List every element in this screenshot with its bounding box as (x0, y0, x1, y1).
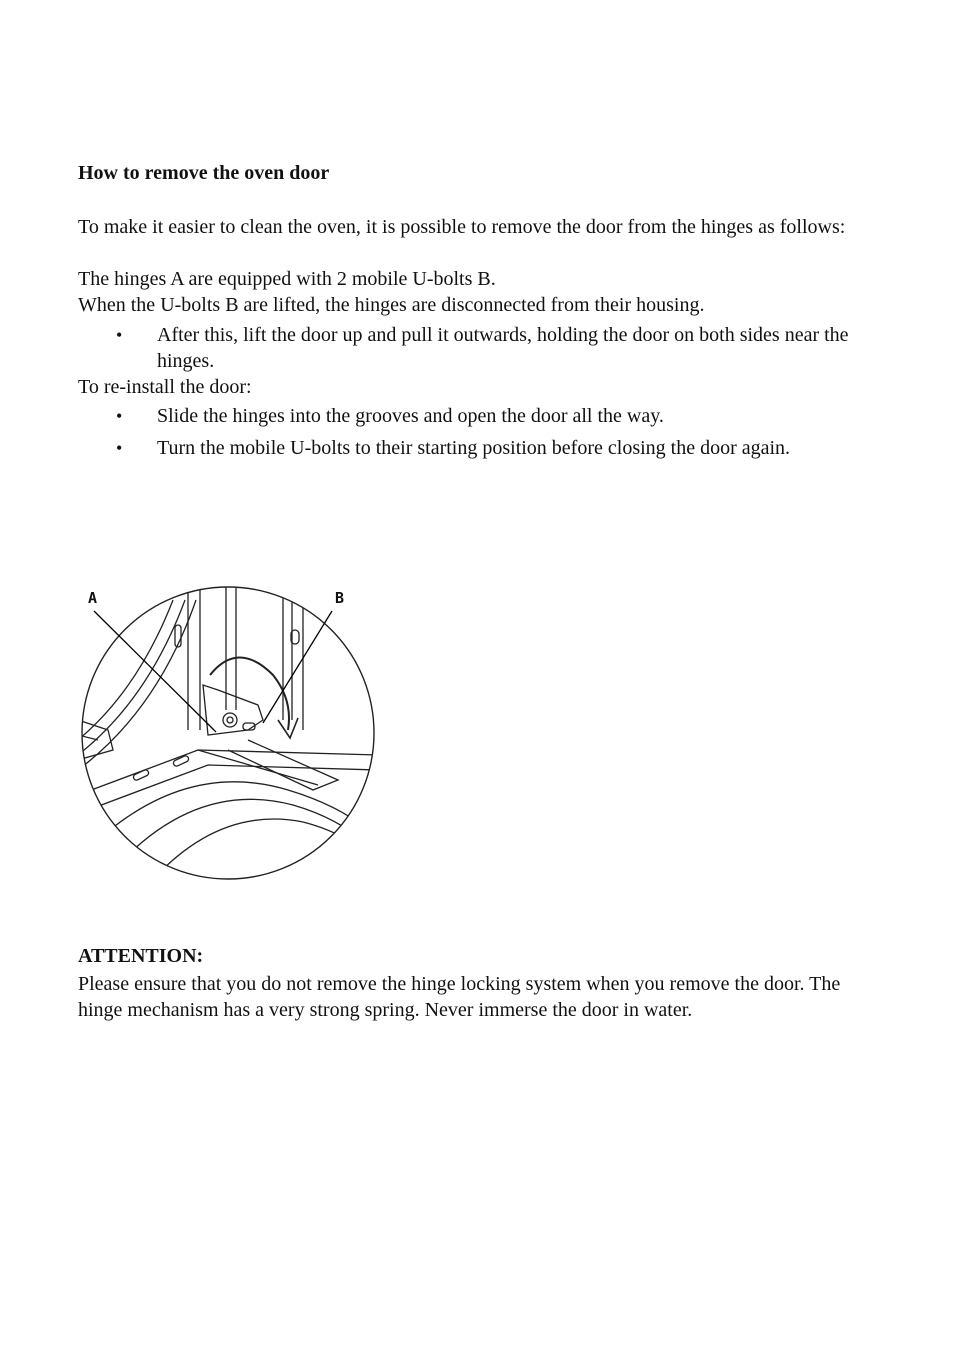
intro-paragraph: To make it easier to clean the oven, it is possible to remove the door from the hinges as follows: (78, 216, 846, 238)
attention-label: ATTENTION: (78, 945, 204, 967)
label-b: B (335, 589, 345, 607)
reinstall-label: To re-install the door: (78, 376, 252, 398)
remove-step-text: After this, lift the door up and pull it outwards, holding the door on both sides near the hinges. (157, 324, 849, 372)
section-heading: How to remove the oven door (78, 162, 330, 184)
hinge-illustration (78, 580, 388, 890)
bullet-dot: • (116, 325, 123, 345)
ubolts-paragraph: When the U-bolts B are lifted, the hinges are disconnected from their housing. (78, 294, 705, 316)
reinstall-step-text: Turn the mobile U-bolts to their starting position before closing the door again. (157, 437, 791, 459)
remove-step (78, 322, 878, 374)
reinstall-step (78, 435, 878, 461)
reinstall-step (78, 403, 878, 429)
bullet-dot: • (116, 438, 123, 458)
reinstall-step-text: Slide the hinges into the grooves and open the door all the way. (157, 405, 664, 427)
label-a: A (88, 589, 98, 607)
bullet-dot: • (116, 406, 123, 426)
attention-text: Please ensure that you do not remove the hinge locking system when you remove the door. The hinge mechanism has a very strong spring. Never immerse the door in water. (78, 973, 841, 1021)
hinge-drawing (78, 580, 388, 890)
hinges-paragraph: The hinges A are equipped with 2 mobile U-bolts B. (78, 268, 496, 290)
